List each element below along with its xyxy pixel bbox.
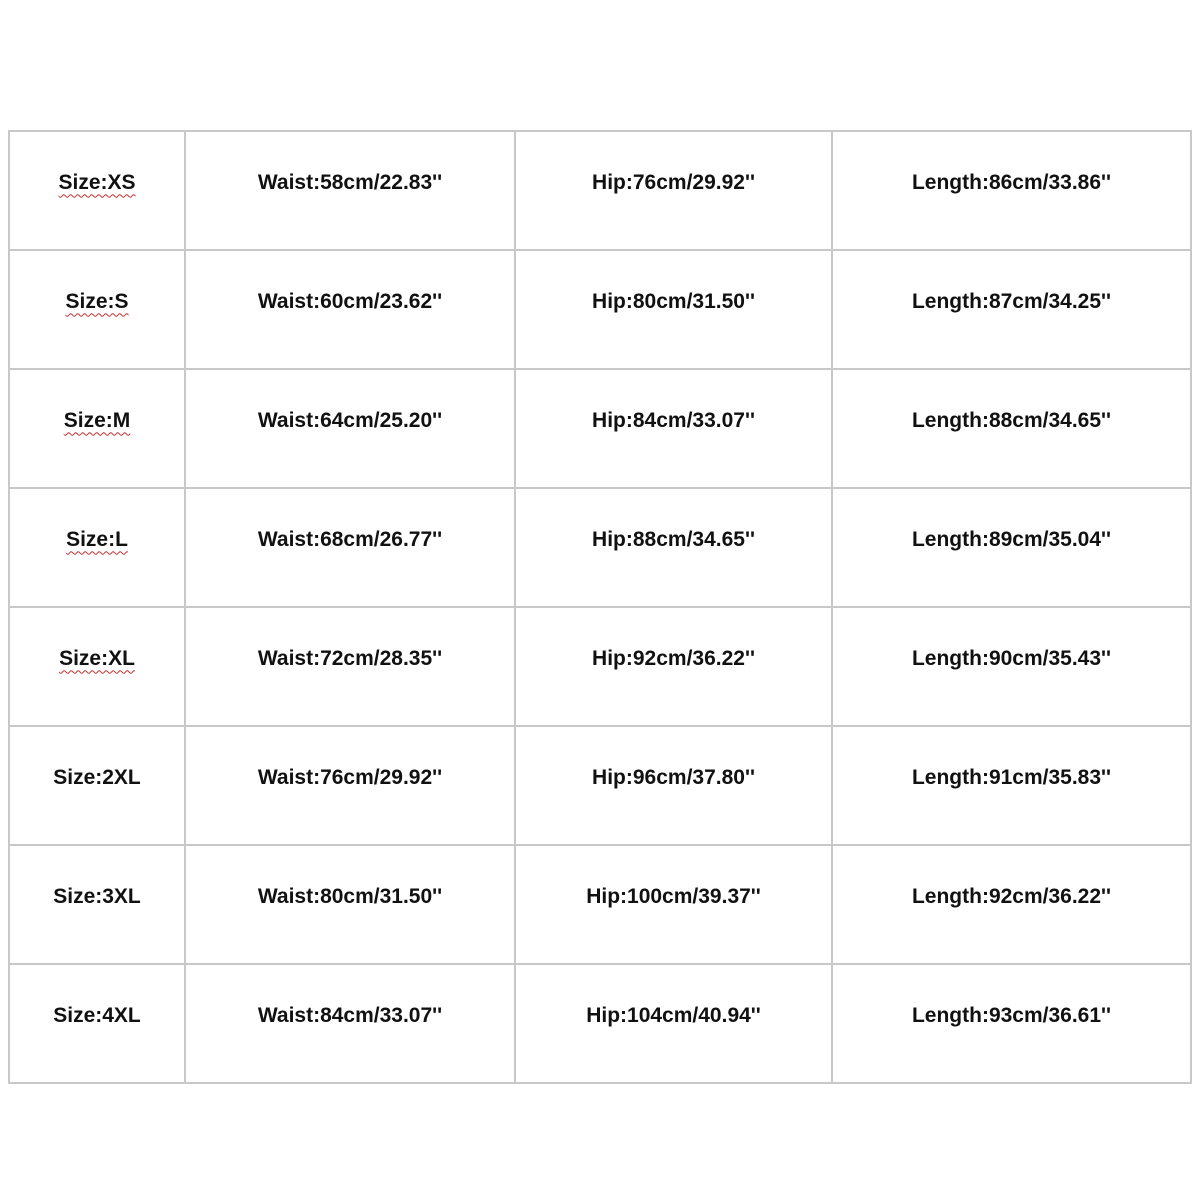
waist-cell: [185, 726, 515, 845]
hip-cell: [515, 131, 832, 250]
hip-value: Hip:104cm/40.94'': [586, 1003, 761, 1027]
length-cell: [832, 250, 1191, 369]
size-cell: [9, 131, 185, 250]
hip-value: Hip:76cm/29.92'': [592, 170, 755, 194]
hip-value: Hip:92cm/36.22'': [592, 646, 755, 670]
waist-cell: [185, 369, 515, 488]
size-label: Size:2XL: [53, 765, 141, 789]
length-value: Length:93cm/36.61'': [911, 1003, 1112, 1027]
hip-value: Hip:84cm/33.07'': [592, 408, 755, 432]
waist-cell: [185, 845, 515, 964]
length-cell: [832, 131, 1191, 250]
waist-value: Waist:72cm/28.35'': [257, 646, 443, 670]
waist-value: Waist:80cm/31.50'': [257, 884, 443, 908]
table-row: [9, 845, 1191, 964]
waist-cell: [185, 250, 515, 369]
table-row: [9, 964, 1191, 1083]
length-value: Length:88cm/34.65'': [911, 408, 1112, 432]
size-label: Size:XS: [58, 170, 136, 194]
waist-cell: [185, 488, 515, 607]
length-value: Length:86cm/33.86'': [911, 170, 1112, 194]
hip-value: Hip:88cm/34.65'': [592, 527, 755, 551]
waist-value: Waist:60cm/23.62'': [257, 289, 443, 313]
length-cell: [832, 845, 1191, 964]
size-label: Size:XL: [59, 646, 135, 670]
waist-value: Waist:58cm/22.83'': [257, 170, 443, 194]
length-value: Length:92cm/36.22'': [911, 884, 1112, 908]
length-cell: [832, 369, 1191, 488]
table-row: [9, 607, 1191, 726]
length-cell: [832, 607, 1191, 726]
length-value: Length:90cm/35.43'': [911, 646, 1112, 670]
size-cell: [9, 964, 185, 1083]
length-value: Length:87cm/34.25'': [911, 289, 1112, 313]
length-cell: [832, 726, 1191, 845]
size-cell: [9, 369, 185, 488]
length-value: Length:91cm/35.83'': [911, 765, 1112, 789]
size-cell: [9, 845, 185, 964]
size-label: Size:L: [66, 527, 128, 551]
waist-value: Waist:84cm/33.07'': [257, 1003, 443, 1027]
size-cell: [9, 607, 185, 726]
length-cell: [832, 488, 1191, 607]
waist-cell: [185, 607, 515, 726]
size-label: Size:4XL: [53, 1003, 141, 1027]
hip-cell: [515, 369, 832, 488]
size-label: Size:S: [65, 289, 129, 313]
waist-cell: [185, 964, 515, 1083]
hip-cell: [515, 607, 832, 726]
hip-value: Hip:80cm/31.50'': [592, 289, 755, 313]
hip-cell: [515, 964, 832, 1083]
hip-value: Hip:100cm/39.37'': [586, 884, 761, 908]
table-row: [9, 369, 1191, 488]
waist-value: Waist:64cm/25.20'': [257, 408, 443, 432]
table-row: [9, 131, 1191, 250]
hip-value: Hip:96cm/37.80'': [592, 765, 755, 789]
size-cell: [9, 250, 185, 369]
table-row: [9, 488, 1191, 607]
size-cell: [9, 726, 185, 845]
waist-value: Waist:76cm/29.92'': [257, 765, 443, 789]
hip-cell: [515, 726, 832, 845]
hip-cell: [515, 845, 832, 964]
table-row: [9, 250, 1191, 369]
hip-cell: [515, 250, 832, 369]
waist-value: Waist:68cm/26.77'': [257, 527, 443, 551]
hip-cell: [515, 488, 832, 607]
table-row: [9, 726, 1191, 845]
size-label: Size:3XL: [53, 884, 141, 908]
length-value: Length:89cm/35.04'': [911, 527, 1112, 551]
waist-cell: [185, 131, 515, 250]
length-cell: [832, 964, 1191, 1083]
size-cell: [9, 488, 185, 607]
size-chart-body: [9, 131, 1191, 1083]
size-chart-table: [8, 130, 1192, 1084]
size-label: Size:M: [63, 408, 131, 432]
